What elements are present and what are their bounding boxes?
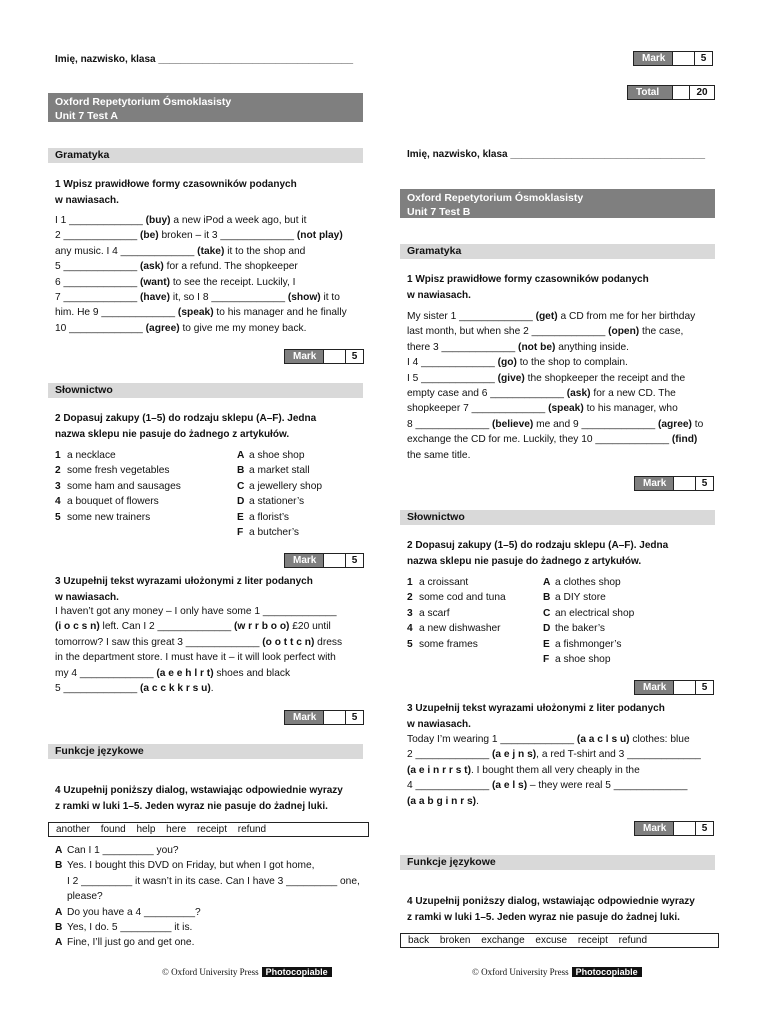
instruction-1-b: 1 Wpisz prawidłowe formy czasowników podanych w nawiasach.	[407, 274, 649, 301]
section-funkcje-b: Funkcje językowe	[400, 855, 715, 870]
ex1-b-line: I 4 _____________ (go) to the shop to complain.	[407, 357, 628, 369]
word-box-a: another found help here receipt refund	[48, 822, 369, 837]
list-item: B a market stall	[237, 465, 310, 477]
ex3-b-line: Today I’m wearing 1 _____________ (a a c l s u) clothes: blue	[407, 734, 690, 745]
title-b-line2: Unit 7 Test B	[407, 206, 471, 218]
exercise-3-b	[407, 732, 701, 809]
list-item: E a florist’s	[237, 511, 290, 523]
section-gramatyka-b: Gramatyka	[400, 244, 715, 259]
list-item: 1 a necklace	[55, 450, 116, 461]
copyright-text: © Oxford University Press	[472, 967, 569, 977]
title-bar-b	[400, 189, 715, 218]
ex3-b-line: (a a b g i n r s).	[407, 795, 479, 807]
list-item: F a butcher’s	[237, 527, 300, 539]
mark-gap	[672, 52, 694, 65]
list-item: D the baker’s	[543, 623, 606, 635]
instruction-1-a-line2: w nawiasach.	[55, 194, 119, 206]
list-item: E a fishmonger’s	[543, 638, 622, 650]
ex1-a-line: him. He 9 _____________ (speak) to his manager and he finally	[55, 307, 347, 319]
shops-list-b	[543, 575, 634, 667]
title-a-line2: Unit 7 Test A	[55, 110, 119, 122]
list-item: C a jewellery shop	[237, 480, 323, 492]
word-box-b: back broken exchange excuse receipt refund	[400, 933, 719, 948]
exercise-1-b	[407, 309, 703, 463]
ex1-a-line: I 1 _____________ (buy) a new iPod a week ago, but it	[55, 215, 307, 226]
ex1-a-line: 7 _____________ (have) it, so I 8 _____________ (show) it to	[55, 292, 340, 304]
list-item: 1 a croissant	[407, 577, 469, 588]
name-line-b: Imię, nazwisko, klasa ___________________________________	[407, 149, 706, 160]
title-bar-a	[48, 93, 363, 122]
ex3-a-line: tomorrow? I saw this great 3 _____________ (o o t t c n) dress	[55, 636, 343, 648]
total-label: Total	[628, 86, 672, 99]
list-item: D a stationer’s	[237, 496, 305, 508]
total-box	[627, 85, 715, 100]
dialog-line: A Do you have a 4 _________?	[55, 906, 201, 918]
title-a-line1: Oxford Repetytorium Ósmoklasisty	[55, 96, 232, 108]
ex1-a-line: 6 _____________ (want) to see the receipt. Luckily, I	[55, 276, 296, 288]
list-item: 4 a bouquet of flowers	[55, 496, 159, 508]
ex1-b-line: there 3 _____________ (not be) anything inside.	[407, 341, 630, 353]
name-line-a: Imię, nazwisko, klasa ___________________________________	[55, 54, 354, 65]
list-item: A a shoe shop	[237, 450, 305, 461]
list-item: 3 a scarf	[407, 607, 450, 619]
ex3-b-line: 4 _____________ (a e l s) – they were real 5 _____________	[407, 780, 688, 792]
ex1-b-line: My sister 1 _____________ (get) a CD from me for her birthday	[407, 311, 696, 322]
mark-box-b2: Mark 5	[634, 680, 714, 695]
dialog-line: B Yes, I do. 5 _________ it is.	[55, 922, 193, 934]
mark-value: 5	[694, 52, 712, 65]
instruction-3-a: 3 Uzupełnij tekst wyrazami ułożonymi z liter podanych w nawiasach.	[55, 576, 313, 603]
ex1-a-line: 10 _____________ (agree) to give me my money back.	[55, 322, 307, 334]
exercise-3-a	[55, 604, 342, 696]
list-item: B a DIY store	[543, 592, 606, 604]
footer-b	[472, 966, 642, 978]
ex1-b-line: I 5 _____________ (give) the shopkeeper the receipt and the	[407, 372, 686, 384]
ex3-b-line: 2 _____________ (a e j n s), a red T-shirt and 3 _____________	[407, 749, 701, 761]
section-slownictwo-a: Słownictwo	[48, 383, 363, 398]
list-item: 3 some ham and sausages	[55, 480, 181, 492]
dialog-line: B Yes. I bought this DVD on Friday, but when I got home,	[55, 860, 315, 872]
ex1-b-line: empty case and 6 _____________ (ask) for a new CD. The	[407, 388, 676, 400]
ex3-a-line: 5 _____________ (a c c k k r s u).	[55, 683, 214, 695]
mark-box-b1: Mark 5	[634, 476, 714, 491]
instruction-1-a-line1: 1 Wpisz prawidłowe formy czasowników podanych	[55, 179, 297, 190]
photocopiable-badge: Photocopiable	[572, 967, 642, 977]
mark-box-a1: Mark 5	[284, 349, 364, 364]
instruction-2-b: 2 Dopasuj zakupy (1–5) do rodzaju sklepu (A–F). Jedna nazwa sklepu nie pasuje do żadnego z artykułów.	[407, 540, 669, 567]
mark-box-a2: Mark 5	[284, 553, 364, 568]
photocopiable-badge: Photocopiable	[262, 967, 332, 977]
mark-box-a3: Mark 5	[284, 710, 364, 725]
dialog-line: I 2 _________ it wasn’t in its case. Can I have 3 _________ one,	[67, 875, 360, 887]
dialog-line: A Can I 1 _________ you?	[55, 845, 179, 856]
ex1-b-line: exchange the CD for me. Luckily, they 10 _____________ (find)	[407, 434, 698, 446]
section-gramatyka-a: Gramatyka	[48, 148, 363, 163]
ex3-a-line: my 4 _____________ (a e e h l r t) shoes and black	[55, 667, 291, 679]
ex1-b-line: 8 _____________ (believe) me and 9 _____________ (agree) to	[407, 418, 704, 430]
ex1-b-line: shopkeeper 7 _____________ (speak) to his manager, who	[407, 403, 678, 415]
mark-box-top	[633, 51, 713, 66]
total-value: 20	[689, 86, 714, 99]
instruction-3-b: 3 Uzupełnij tekst wyrazami ułożonymi z liter podanych w nawiasach.	[407, 703, 665, 730]
instruction-2-a: 2 Dopasuj zakupy (1–5) do rodzaju sklepu (A–F). Jedna nazwa sklepu nie pasuje do żadnego z artykułów.	[55, 413, 317, 440]
total-gap	[672, 86, 689, 99]
list-item: A a clothes shop	[543, 577, 621, 588]
dialog-line: A Fine, I’ll just go and get one.	[55, 937, 195, 949]
instruction-4-b: 4 Uzupełnij poniższy dialog, wstawiając odpowiednie wyrazy z ramki w luki 1–5. Jeden wyraz nie pasuje do żadnej luki.	[407, 896, 695, 923]
list-item: 5 some new trainers	[55, 511, 151, 523]
list-item: 5 some frames	[407, 638, 478, 650]
items-list-b	[407, 575, 506, 652]
title-b-line1: Oxford Repetytorium Ósmoklasisty	[407, 192, 584, 204]
list-item: 4 a new dishwasher	[407, 623, 501, 635]
copyright-text: © Oxford University Press	[162, 967, 259, 977]
items-list-a	[55, 448, 181, 525]
ex3-a-line: (i o c s n) left. Can I 2 _____________ (w r r b o o) £20 until	[55, 621, 331, 633]
footer-a	[162, 966, 332, 978]
instruction-4-a: 4 Uzupełnij poniższy dialog, wstawiając odpowiednie wyrazy z ramki w luki 1–5. Jeden wyraz nie pasuje do żadnej luki.	[55, 785, 343, 812]
shops-list-a	[237, 448, 322, 540]
ex3-b-line: (a e i n r r s t). I bought them all very cheaply in the	[407, 764, 640, 776]
ex1-a-line: 2 _____________ (be) broken – it 3 _____________ (not play)	[55, 230, 343, 242]
section-funkcje-a: Funkcje językowe	[48, 744, 363, 759]
mark-box-b3: Mark 5	[634, 821, 714, 836]
exercise-1-a	[55, 213, 347, 336]
ex3-a-line: I haven’t got any money – I only have some 1 _____________	[55, 606, 337, 617]
instruction-1-a	[55, 177, 297, 208]
dialog-a	[55, 843, 360, 951]
ex1-b-line: the same title.	[407, 449, 471, 461]
list-item: F a shoe shop	[543, 654, 611, 666]
mark-label: Mark	[634, 52, 672, 65]
ex1-b-line: last month, but when she 2 _____________ (open) the case,	[407, 326, 684, 338]
list-item: C an electrical shop	[543, 607, 635, 619]
ex1-a-line: 5 _____________ (ask) for a refund. The shopkeeper	[55, 261, 298, 273]
ex3-a-line: in the department store. I must have it – it will look perfect with	[55, 652, 336, 664]
list-item: 2 some fresh vegetables	[55, 465, 170, 477]
section-slownictwo-b: Słownictwo	[400, 510, 715, 525]
ex1-a-line: any music. I 4 _____________ (take) it to the shop and	[55, 245, 306, 257]
dialog-line: please?	[67, 891, 103, 903]
list-item: 2 some cod and tuna	[407, 592, 506, 604]
